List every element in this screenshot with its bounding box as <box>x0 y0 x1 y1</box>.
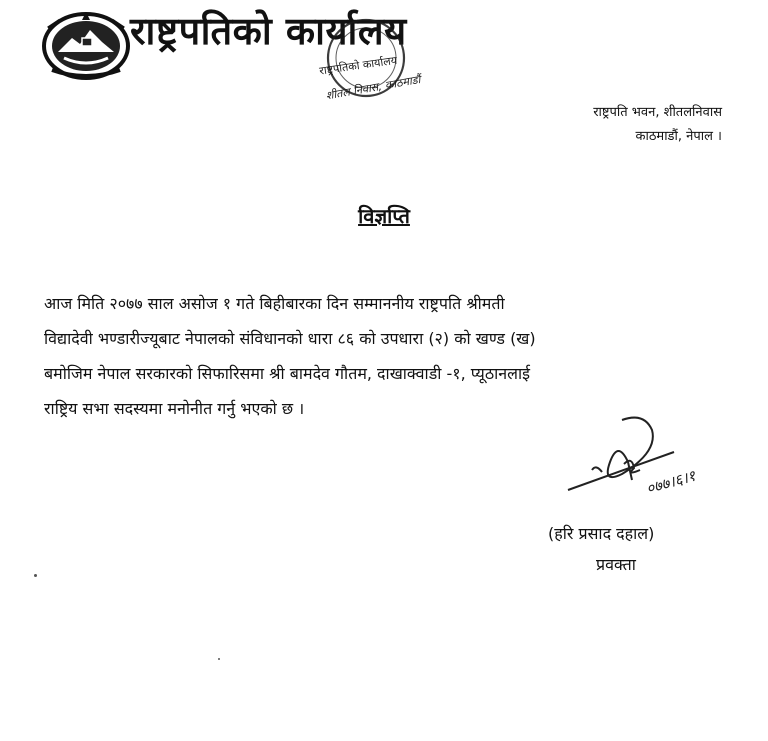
address-line-2: काठमाडौं, नेपाल । <box>635 129 722 144</box>
signatory-title: प्रवक्ता <box>596 555 636 574</box>
notice-body-line: विद्यादेवी भण्डारीज्यूबाट नेपालको संविधानको धारा ८६ को उपधारा (२) को खण्ड (ख) <box>44 329 536 348</box>
national-emblem-logo <box>42 8 130 80</box>
scan-speck <box>34 574 37 577</box>
address-line-1: राष्ट्रपति भवन, शीतलनिवास <box>593 105 722 120</box>
notice-body-line: राष्ट्रिय सभा सदस्यमा मनोनीत गर्नु भएको छ । <box>44 399 305 418</box>
scan-speck <box>218 658 220 660</box>
notice-body <box>44 286 732 426</box>
notice-heading: विज्ञप्ति <box>358 204 410 228</box>
stamp-text-line2: शीतल निवास, काठमाडौं <box>324 72 422 102</box>
notice-body-line: बमोजिम नेपाल सरकारको सिफारिसमा श्री बामदेव गौतम, दाखाक्वाडी -१, प्यूठानलाई <box>44 364 531 383</box>
signatory-name: (हरि प्रसाद दहाल) <box>548 524 655 543</box>
signature-date: ०७७।६।१ <box>644 466 698 498</box>
office-address <box>593 101 722 149</box>
stamp-text-line1: राष्ट्रपतिको कार्यालय <box>318 53 398 78</box>
office-stamp <box>296 16 436 102</box>
office-title: राष्ट्रपतिको कार्यालय <box>130 9 407 53</box>
notice-body-line: आज मिति २०७७ साल असोज १ गते बिहीबारका दिन सम्माननीय राष्ट्रपति श्रीमती <box>44 294 505 313</box>
handwritten-signature <box>562 410 732 515</box>
